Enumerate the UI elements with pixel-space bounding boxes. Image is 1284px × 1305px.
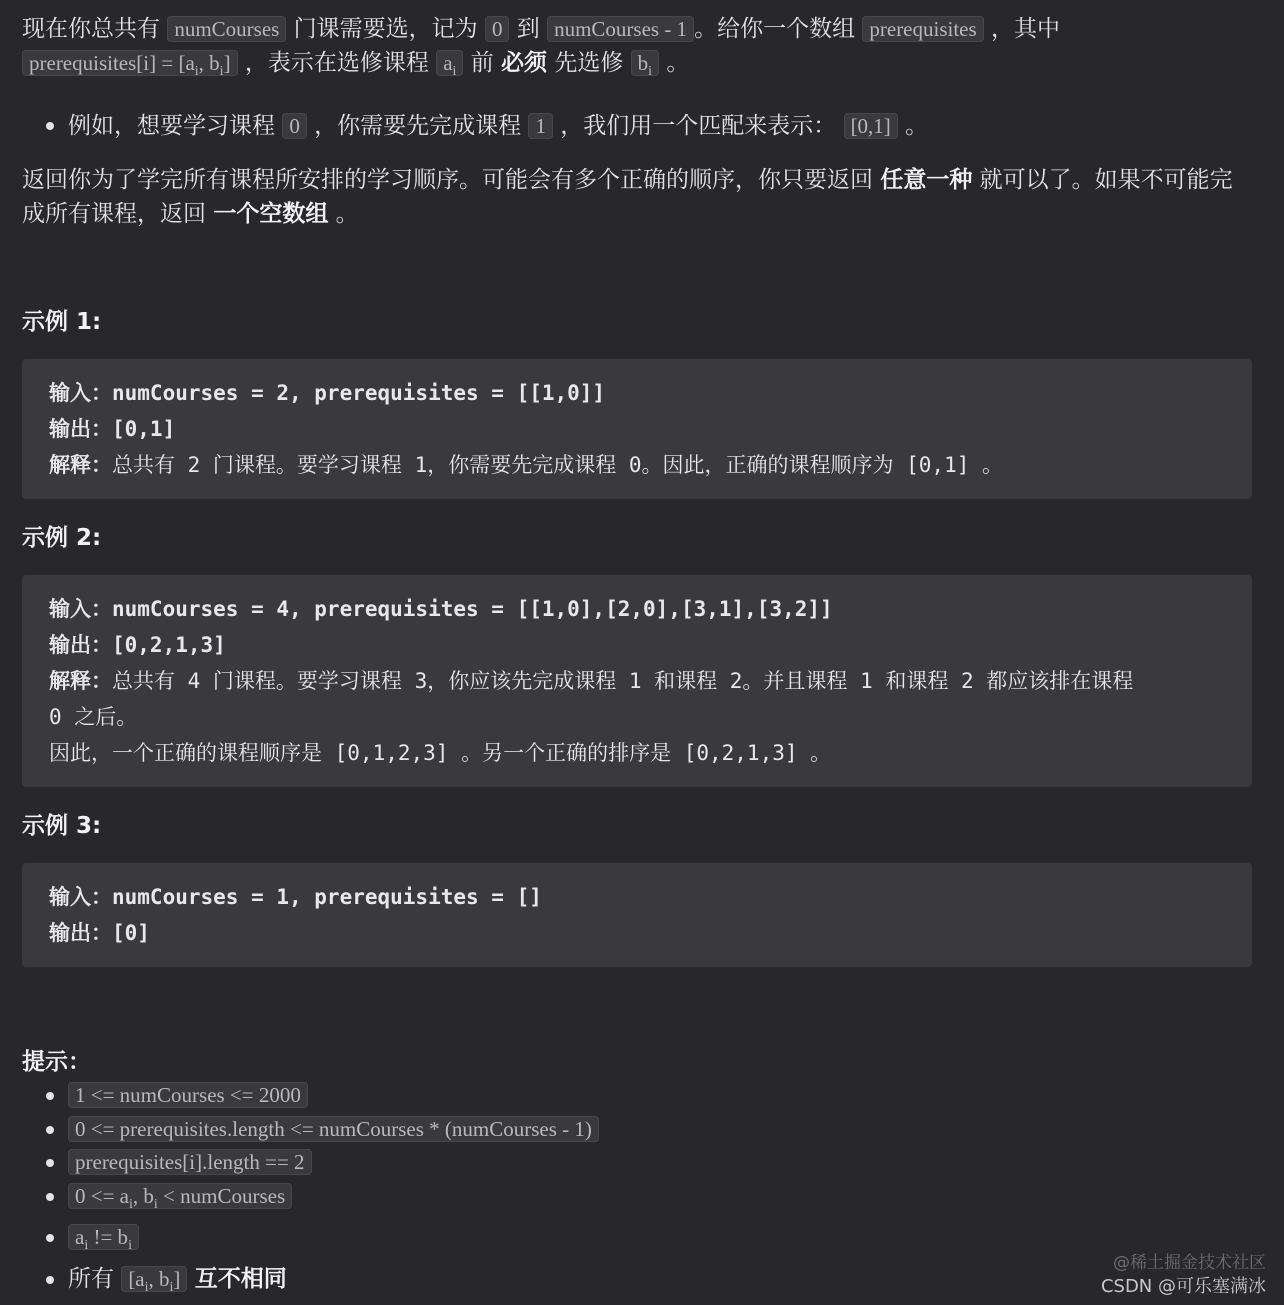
code-sub: i — [153, 1196, 158, 1212]
code-part: , b — [132, 1183, 154, 1208]
example-explain-line — [49, 663, 1225, 699]
code-part: prerequisites[i] = [a — [29, 51, 195, 75]
text: 。 — [335, 201, 359, 228]
example-title: 示例 2: — [22, 525, 102, 552]
code-part: b — [637, 51, 649, 75]
code-sub: i — [648, 64, 653, 80]
input-value: numCourses = 1, prerequisites = [] — [112, 885, 542, 910]
example-title: 示例 1: — [22, 309, 102, 336]
code-part: ] — [173, 1267, 181, 1292]
example-explain-line — [49, 447, 1225, 483]
text: 就可以了。如果不可能完成所有课程，返回 — [22, 167, 1233, 228]
hint-item — [68, 1180, 1252, 1222]
text: ，其中 — [990, 16, 1060, 42]
input-value: numCourses = 4, prerequisites = [[1,0],[2,0],[3,1],[3,2]] — [112, 597, 833, 622]
inline-code — [631, 50, 659, 80]
example-explain-line — [49, 735, 1225, 771]
text: 。 — [905, 113, 929, 140]
intro-paragraph — [22, 12, 1252, 89]
input-label: 输入： — [49, 597, 112, 622]
example-input-line — [49, 879, 1225, 915]
inline-code: numCourses - 1 — [547, 16, 694, 42]
output-value: [0,2,1,3] — [112, 633, 226, 658]
output-value: [0] — [112, 921, 150, 946]
example-output-line — [49, 915, 1225, 951]
explain-label: 解释： — [49, 669, 112, 694]
text: 前 — [470, 50, 494, 76]
text: 。 — [666, 50, 690, 76]
code-sub: i — [169, 1280, 174, 1296]
inline-code: [0,1] — [844, 113, 898, 139]
text: 。给你一个数组 — [694, 16, 856, 42]
explain-text: 因此，一个正确的课程顺序是 [0,1,2,3] 。另一个正确的排序是 [0,2,1,3] 。 — [49, 741, 832, 766]
inline-code: prerequisites — [862, 16, 983, 42]
text: 到 — [516, 16, 540, 42]
example-output-line — [49, 411, 1225, 447]
code-sub: i — [129, 1196, 133, 1212]
inline-code — [436, 50, 463, 80]
example-block — [22, 359, 1252, 499]
explain-label: 解释： — [49, 453, 112, 478]
code-part: , b — [148, 1267, 170, 1292]
code-sub: i — [194, 64, 199, 80]
code-part: , b — [198, 51, 220, 75]
code-sub: i — [128, 1238, 132, 1254]
bold-text: 一个空数组 — [213, 201, 329, 228]
inline-code — [121, 1266, 187, 1296]
text: 门课需要选，记为 — [293, 16, 478, 42]
inline-code: 0 — [485, 16, 510, 42]
text: 例如，想要学习课程 — [68, 113, 275, 140]
bold-text: 任意一种 — [880, 167, 973, 194]
text: ，你需要先完成课程 — [314, 113, 522, 140]
bold-text: 必须 — [501, 50, 548, 76]
inline-code: numCourses — [167, 16, 286, 42]
return-paragraph — [22, 163, 1252, 231]
inline-code: 1 — [528, 113, 553, 139]
code-part: < numCourses — [157, 1183, 286, 1208]
code-sub: i — [219, 64, 224, 80]
hint-item — [68, 1146, 1252, 1180]
example-block — [22, 863, 1252, 967]
input-value: numCourses = 2, prerequisites = [[1,0]] — [112, 381, 606, 406]
inline-code — [68, 1183, 292, 1212]
explain-text: 总共有 2 门课程。要学习课程 1，你需要先完成课程 0。因此，正确的课程顺序为 [0,1] 。 — [112, 453, 1003, 478]
inline-code — [68, 1224, 139, 1254]
code-sub: i — [84, 1238, 89, 1254]
example-input-line — [49, 375, 1225, 411]
inline-code: 0 — [282, 113, 307, 139]
problem-description — [22, 12, 1252, 1305]
output-label: 输出： — [49, 633, 112, 658]
explain-text: 总共有 4 门课程。要学习课程 3，你应该先完成课程 1 和课程 2。并且课程 1 和课程 2 都应该排在课程 — [112, 669, 1134, 694]
code-part: 0 <= a — [75, 1183, 130, 1208]
hint-item — [68, 1221, 1252, 1263]
text: 现在你总共有 — [22, 16, 160, 42]
text: ，表示在选修课程 — [244, 50, 429, 76]
inline-code: 0 <= prerequisites.length <= numCourses * (numCourses - 1) — [68, 1116, 599, 1142]
hints-title: 提示： — [22, 1049, 91, 1076]
output-label: 输出： — [49, 921, 112, 946]
example-input-line — [49, 591, 1225, 627]
code-sub: i — [144, 1280, 149, 1296]
output-value: [0,1] — [112, 417, 176, 442]
watermark-csdn: CSDN @可乐塞满冰 — [1100, 1276, 1266, 1297]
hint-item — [68, 1079, 1252, 1113]
code-part: != b — [88, 1225, 129, 1250]
example-output-line — [49, 627, 1225, 663]
example-list — [22, 109, 1252, 143]
code-part: ] — [223, 51, 231, 75]
inline-code: 1 <= numCourses <= 2000 — [68, 1082, 308, 1108]
input-label: 输入： — [49, 381, 112, 406]
output-label: 输出： — [49, 417, 112, 442]
example-title: 示例 3: — [22, 813, 102, 840]
code-part: a — [75, 1225, 85, 1250]
watermark-juejin: @稀土掘金技术社区 — [1113, 1253, 1266, 1273]
inline-code — [22, 50, 238, 80]
code-part: a — [443, 51, 453, 75]
bold-text: 互不相同 — [194, 1266, 287, 1293]
example-block — [22, 575, 1252, 787]
explain-text: 0 之后。 — [49, 705, 138, 730]
input-label: 输入： — [49, 885, 112, 910]
hint-item — [68, 1113, 1252, 1147]
text: 所有 — [68, 1266, 114, 1293]
inline-code: prerequisites[i].length == 2 — [68, 1149, 312, 1175]
text: 返回你为了学完所有课程所安排的学习顺序。可能会有多个正确的顺序，你只要返回 — [22, 167, 873, 194]
list-item — [68, 109, 1252, 143]
example-explain-line — [49, 699, 1225, 735]
text: 先选修 — [554, 50, 624, 76]
code-sub: i — [452, 64, 457, 80]
hints-list — [22, 1079, 1252, 1305]
code-part: [a — [128, 1267, 145, 1292]
text: ，我们用一个匹配来表示： — [560, 113, 837, 140]
hint-item — [68, 1263, 1252, 1305]
